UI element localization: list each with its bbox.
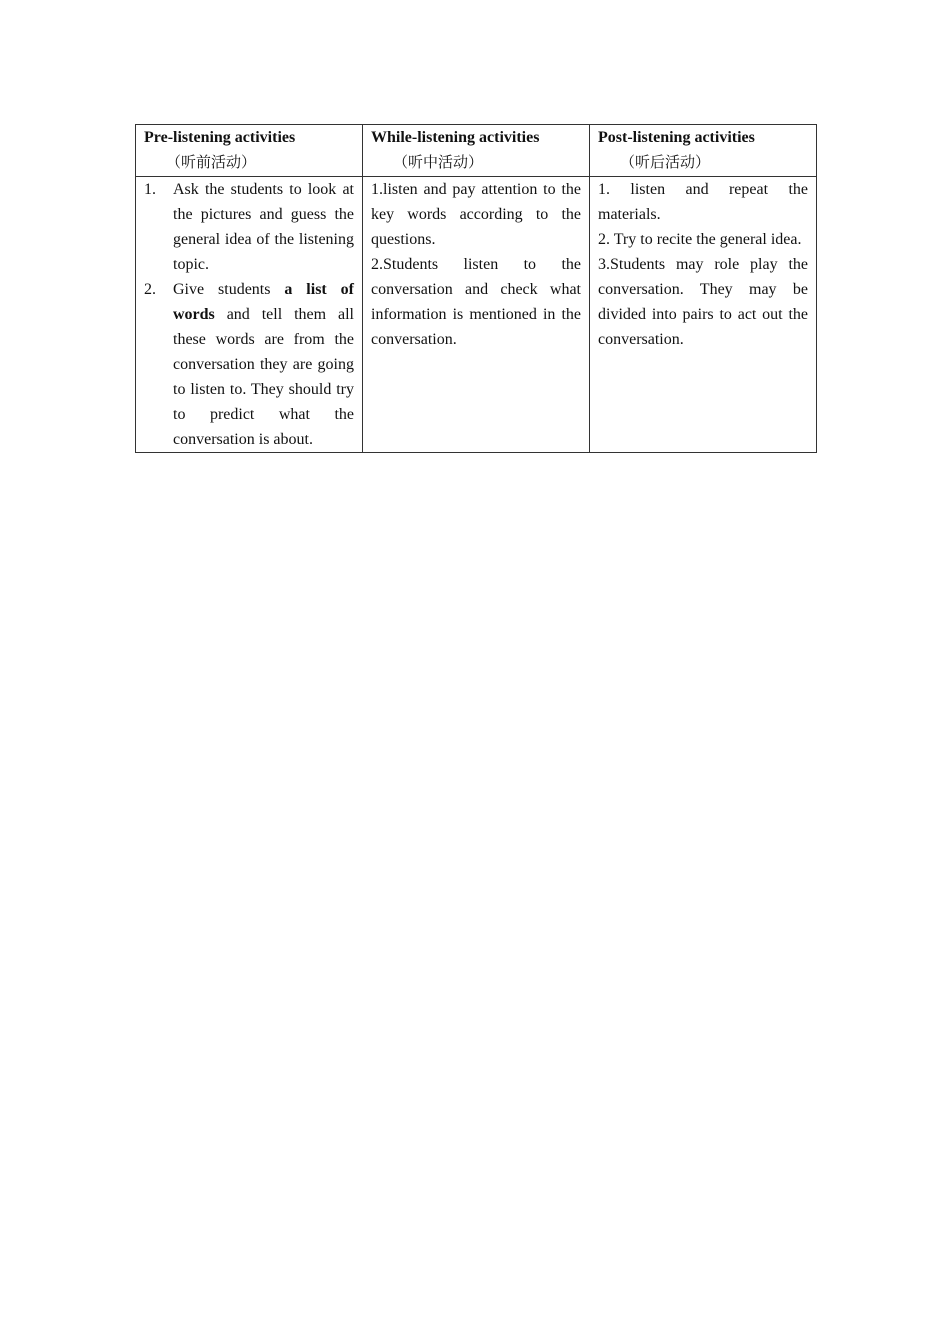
list-item-number: 2. [144,281,156,298]
while-listening-step-1: 1.listen and pay attention to the key words according to the questions. [371,181,581,248]
header-post-listening-title: Post-listening activities [598,129,755,146]
pre-listening-list [144,177,354,452]
header-post-listening-chinese: （听后活动） [620,153,711,171]
while-listening-step-2: 2.Students listen to the conversation and check what information is mentioned in the conversation. [371,256,581,348]
header-while-listening [363,125,590,177]
list-item [144,277,354,452]
listening-activities-table [135,124,817,453]
table-header-row [136,125,817,177]
list-item-number: 1. [144,181,156,198]
cell-post-listening [590,177,817,453]
list-item-text-before: Give students [173,281,285,298]
post-listening-step-2: 2. Try to recite the general idea. [598,231,802,248]
header-pre-listening [136,125,363,177]
cell-while-listening [363,177,590,453]
cell-pre-listening [136,177,363,453]
header-while-listening-title: While-listening activities [371,129,540,146]
post-listening-step-3: 3.Students may role play the conversation. They may be divided into pairs to act out the conversation. [598,256,808,348]
table-body-row [136,177,817,453]
list-item [144,177,354,277]
header-while-listening-chinese: （听中活动） [393,153,484,171]
post-listening-step-1: 1. listen and repeat the materials. [598,181,808,223]
list-item-bold-phrase: a list of words [173,281,354,323]
list-item-text: Ask the students to look at the pictures and guess the general idea of the listening topic. [173,181,354,273]
header-pre-listening-chinese: （听前活动） [166,153,257,171]
list-item-text-after: and tell them all these words are from the conversation they are going to listen to. They should try to predict what the conversation is about. [173,306,354,448]
header-post-listening [590,125,817,177]
header-pre-listening-title: Pre-listening activities [144,129,296,146]
